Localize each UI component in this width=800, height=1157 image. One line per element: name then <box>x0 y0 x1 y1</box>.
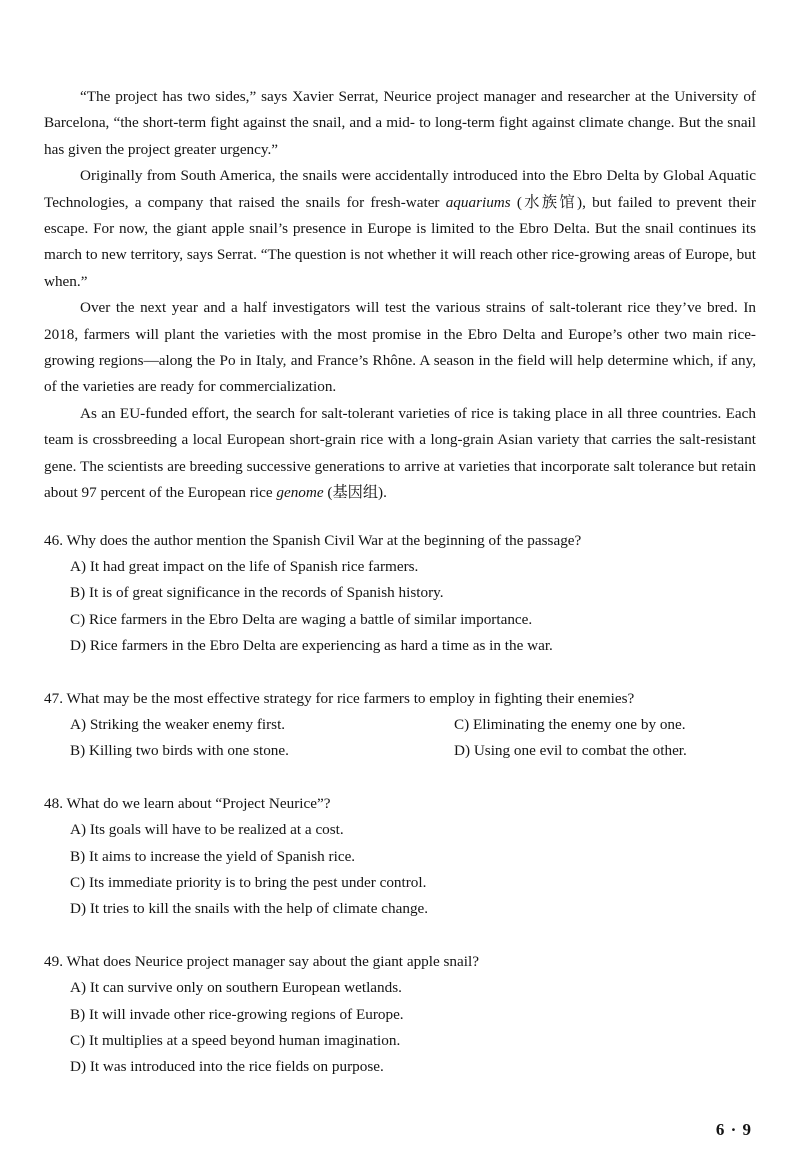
option-a: A) Its goals will have to be realized at a cost. <box>70 821 344 839</box>
question-46 <box>44 528 756 660</box>
option-c: C) Its immediate priority is to bring the pest under control. <box>70 873 427 891</box>
term-gloss: (基因组) <box>323 484 384 502</box>
question-stem: 46. Why does the author mention the Spanish Civil War at the beginning of the passage? <box>44 531 582 549</box>
question-stem: 48. What do we learn about “Project Neurice”? <box>44 794 331 812</box>
option-d: D) It was introduced into the rice fields on purpose. <box>70 1058 384 1076</box>
option-b: B) It aims to increase the yield of Spanish rice. <box>70 847 356 865</box>
question-stem: 47. What may be the most effective strategy for rice farmers to employ in fighting their enemies? <box>44 689 635 707</box>
reading-passage <box>44 84 756 507</box>
question-47 <box>44 686 756 765</box>
option-c: C) It multiplies at a speed beyond human imagination. <box>70 1032 401 1049</box>
question-48 <box>44 791 756 923</box>
passage-paragraph-2 <box>44 163 756 295</box>
option-a: A) It can survive only on southern European wetlands. <box>70 979 402 997</box>
passage-paragraph-1 <box>44 84 756 163</box>
option-d: D) Using one evil to combat the other. <box>454 742 687 760</box>
answer-options <box>44 554 756 660</box>
passage-paragraph-4 <box>44 401 756 507</box>
glossed-term: aquariums <box>445 193 511 211</box>
paragraph-text: Originally from South America, the snails were accidentally introduced into the Ebro Delta by Global Aquatic Technologies, a company that raised the snails for fresh-water <box>44 167 756 211</box>
question-49 <box>44 949 756 1081</box>
question-stem: 49. What does Neurice project manager say about the giant apple snail? <box>44 952 479 970</box>
option-d: D) It tries to kill the snails with the help of climate change. <box>70 900 429 918</box>
option-c: C) Rice farmers in the Ebro Delta are waging a battle of similar importance. <box>70 610 533 628</box>
paragraph-text: , but failed to prevent their escape. For now, the giant apple snail’s presence in Europe is limited to the Ebro Delta. But the snail continues its march to new territory, says Serrat. “The question is not whether it will reach other rice-growing areas of Europe, but when.” <box>44 193 756 290</box>
option-d: D) Rice farmers in the Ebro Delta are experiencing as hard a time as in the war. <box>70 637 553 655</box>
paragraph-text: . <box>383 484 387 502</box>
paragraph-text: As an EU-funded effort, the search for salt-tolerant varieties of rice is taking place in all three countries. Each team is crossbreeding a local European short-grain rice with a long-grain Asian variety that carries the salt-resistant gene. The scientists are breeding successive generations to arrive at varieties that incorporate salt tolerance but retain about 97 percent of the European rice <box>44 404 756 502</box>
answer-options <box>44 712 756 765</box>
term-gloss: (水族馆) <box>510 193 583 211</box>
passage-paragraph-3 <box>44 295 756 401</box>
paragraph-text: “The project has two sides,” says Xavier Serrat, Neurice project manager and researcher at the University of Barcelona, “the short-term fight against the snail, and a mid- to long-term fight against climate change. But the snail has given the project greater urgency.” <box>44 88 756 158</box>
answer-options <box>44 975 756 1081</box>
page-number: 6 · 9 <box>715 1120 752 1139</box>
option-c: C) Eliminating the enemy one by one. <box>454 715 686 733</box>
option-b: B) Killing two birds with one stone. <box>70 742 289 760</box>
option-a: A) Striking the weaker enemy first. <box>70 715 286 733</box>
paragraph-text: Over the next year and a half investigators will test the various strains of salt-tolerant rice they’ve bred. In 2018, farmers will plant the varieties with the most promise in the Ebro Delta and Europe’s other two main rice-growing regions—along the Po in Italy, and France’s Rhône. A season in the field will help determine which, if any, of the varieties are ready for commercialization. <box>44 299 756 396</box>
option-a: A) It had great impact on the life of Spanish rice farmers. <box>70 557 419 575</box>
option-b: B) It is of great significance in the records of Spanish history. <box>70 584 444 602</box>
option-b: B) It will invade other rice-growing regions of Europe. <box>70 1005 404 1023</box>
exam-page <box>44 84 756 1081</box>
answer-options <box>44 817 756 923</box>
glossed-term: genome <box>276 484 324 502</box>
